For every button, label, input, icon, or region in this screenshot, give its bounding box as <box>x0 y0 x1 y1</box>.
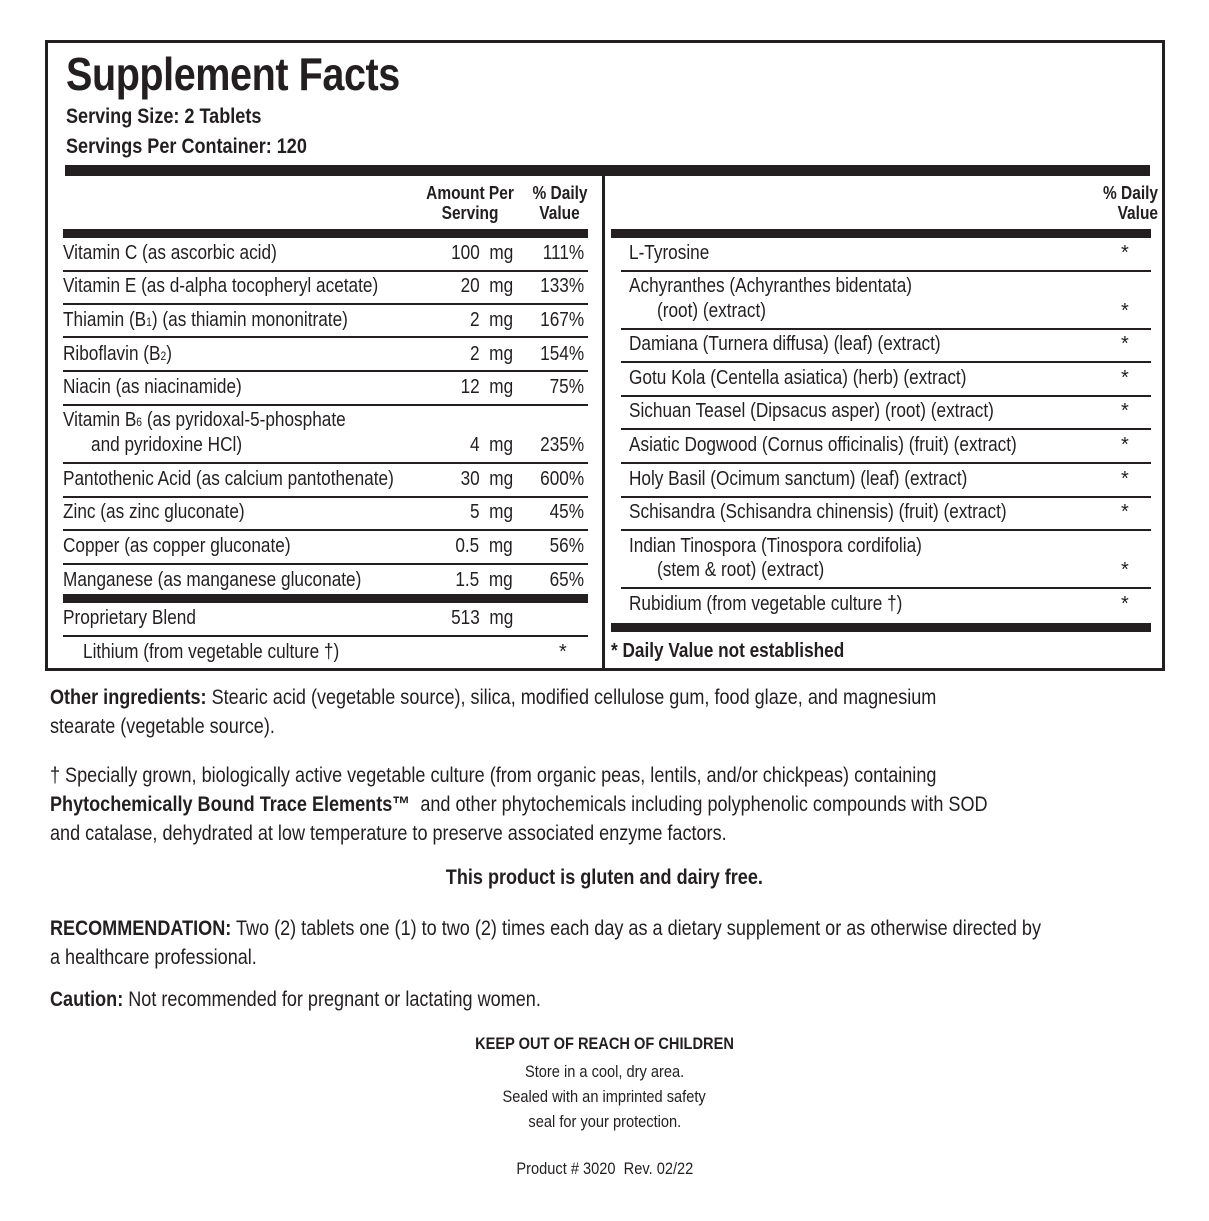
l-tyrosine-name: L-Tyrosine <box>629 242 710 264</box>
sichuan-teasel-name: Sichuan Teasel (Dipsacus asper) (root) (extract) <box>629 400 994 422</box>
right-daily-value-header: % Daily Value <box>1102 183 1158 223</box>
row-rule <box>621 395 1151 397</box>
row-rule <box>63 462 588 464</box>
vitamin-e-amount: 20 mg <box>460 275 513 297</box>
panel-title: Supplement Facts <box>66 48 400 100</box>
row-rule <box>63 336 588 338</box>
row-rule <box>63 635 588 637</box>
row-rule <box>621 587 1151 589</box>
pantothenic-acid-amount: 30 mg <box>460 468 513 490</box>
l-tyrosine-dv: * <box>1121 242 1129 264</box>
blend-rule <box>63 594 588 603</box>
row-rule <box>621 361 1151 363</box>
vitamin-c-amount: 100 mg <box>450 242 513 264</box>
row-rule <box>621 462 1151 464</box>
row-rule <box>63 404 588 406</box>
vitamin-b6-dv: 235% <box>540 434 584 456</box>
zinc-dv: 45% <box>549 501 584 523</box>
row-rule <box>621 428 1151 430</box>
row-rule <box>63 496 588 498</box>
asiatic-dogwood-dv: * <box>1121 434 1129 456</box>
thiamin-amount: 2 mg <box>469 309 513 331</box>
recommendation: RECOMMENDATION: Two (2) tablets one (1) to two (2) times each day as a dietary supplement or as otherwise directed by a healthcare professional. <box>50 917 1042 969</box>
zinc-name: Zinc (as zinc gluconate) <box>63 501 245 523</box>
thiamin-name: Thiamin (B1) (as thiamin mononitrate) <box>63 309 348 331</box>
header-rule <box>65 165 1150 176</box>
vitamin-b6-amount: 4 mg <box>469 434 513 456</box>
indian-tinospora-dv: * <box>1121 559 1129 581</box>
copper-amount: 0.5 mg <box>455 535 513 557</box>
row-rule <box>63 529 588 531</box>
zinc-amount: 5 mg <box>469 501 513 523</box>
amount-per-serving-header: Amount Per Serving <box>426 183 514 223</box>
proprietary-blend-amount: 513 mg <box>450 607 513 629</box>
other-ingredients: Other ingredients: Stearic acid (vegetable source), silica, modified cellulose gum, food glaze, and magnesium stearate (vegetable source). <box>50 686 937 738</box>
right-footer-rule <box>611 623 1151 632</box>
schisandra-dv: * <box>1121 501 1129 523</box>
lithium-dv: * <box>559 641 567 663</box>
serving-size: Serving Size: 2 Tablets <box>66 105 262 128</box>
left-header-rule <box>63 229 588 238</box>
manganese-amount: 1.5 mg <box>455 569 513 591</box>
vitamin-b6-name-line2: and pyridoxine HCl) <box>91 434 243 456</box>
product-code: Product # 3020 Rev. 02/22 <box>516 1159 693 1178</box>
rubidium-name: Rubidium (from vegetable culture †) <box>629 593 903 615</box>
vitamin-c-name: Vitamin C (as ascorbic acid) <box>63 242 277 264</box>
proprietary-blend-name: Proprietary Blend <box>63 607 196 629</box>
niacin-name: Niacin (as niacinamide) <box>63 376 242 398</box>
vitamin-b6-name: Vitamin B6 (as pyridoxal-5-phosphate <box>63 409 346 431</box>
niacin-dv: 75% <box>549 376 584 398</box>
lithium-name: Lithium (from vegetable culture †) <box>83 641 340 663</box>
gotu-kola-name: Gotu Kola (Centella asiatica) (herb) (extract) <box>629 367 967 389</box>
asiatic-dogwood-name: Asiatic Dogwood (Cornus officinalis) (fruit) (extract) <box>629 434 1017 456</box>
gluten-free-statement: This product is gluten and dairy free. <box>445 866 764 889</box>
row-rule <box>621 496 1151 498</box>
manganese-name: Manganese (as manganese gluconate) <box>63 569 362 591</box>
holy-basil-dv: * <box>1121 468 1129 490</box>
right-header-rule <box>611 229 1151 238</box>
riboflavin-amount: 2 mg <box>469 343 513 365</box>
gotu-kola-dv: * <box>1121 367 1129 389</box>
vitamin-e-name: Vitamin E (as d-alpha tocopheryl acetate) <box>63 275 379 297</box>
achyranthes-name-line2: (root) (extract) <box>657 300 766 322</box>
riboflavin-name: Riboflavin (B2) <box>63 343 173 365</box>
column-divider <box>602 176 605 668</box>
indian-tinospora-name-line2: (stem & root) (extract) <box>657 559 825 581</box>
pantothenic-acid-name: Pantothenic Acid (as calcium pantothenate) <box>63 468 394 490</box>
copper-name: Copper (as copper gluconate) <box>63 535 291 557</box>
row-rule <box>63 370 588 372</box>
riboflavin-dv: 154% <box>540 343 584 365</box>
keep-out-of-reach: KEEP OUT OF REACH OF CHILDREN <box>475 1034 734 1053</box>
vitamin-e-dv: 133% <box>540 275 584 297</box>
copper-dv: 56% <box>549 535 584 557</box>
damiana-dv: * <box>1121 333 1129 355</box>
sichuan-teasel-dv: * <box>1121 400 1129 422</box>
storage-instructions: Store in a cool, dry area. Sealed with an imprinted safety seal for your protection. <box>502 1062 707 1131</box>
row-rule <box>63 563 588 565</box>
servings-per-container: Servings Per Container: 120 <box>66 135 307 158</box>
damiana-name: Damiana (Turnera diffusa) (leaf) (extract) <box>629 333 941 355</box>
vitamin-c-dv: 111% <box>542 242 584 264</box>
achyranthes-dv: * <box>1121 300 1129 322</box>
thiamin-dv: 167% <box>540 309 584 331</box>
achyranthes-name: Achyranthes (Achyranthes bidentata) <box>629 275 913 297</box>
rubidium-dv: * <box>1121 593 1129 615</box>
row-rule <box>63 303 588 305</box>
dagger-note: † Specially grown, biologically active vegetable culture (from organic peas, lentils, and/or chickpeas) containing Phytochemically Bound Trace Elements™ and other phytochemicals including polyphenolic compounds with SOD and catalase, dehydrated at low temperature to preserve associated enzyme factors. <box>50 764 988 845</box>
left-daily-value-header: % Daily Value <box>532 183 588 223</box>
niacin-amount: 12 mg <box>460 376 513 398</box>
schisandra-name: Schisandra (Schisandra chinensis) (fruit) (extract) <box>629 501 1007 523</box>
caution: Caution: Not recommended for pregnant or lactating women. <box>50 988 541 1011</box>
daily-value-note: * Daily Value not established <box>611 640 845 662</box>
row-rule <box>621 529 1151 531</box>
pantothenic-acid-dv: 600% <box>540 468 584 490</box>
holy-basil-name: Holy Basil (Ocimum sanctum) (leaf) (extract) <box>629 468 968 490</box>
supplement-facts-panel <box>45 40 1165 671</box>
manganese-dv: 65% <box>549 569 584 591</box>
indian-tinospora-name: Indian Tinospora (Tinospora cordifolia) <box>629 535 922 557</box>
row-rule <box>621 328 1151 330</box>
row-rule <box>63 270 588 272</box>
row-rule <box>621 270 1151 272</box>
